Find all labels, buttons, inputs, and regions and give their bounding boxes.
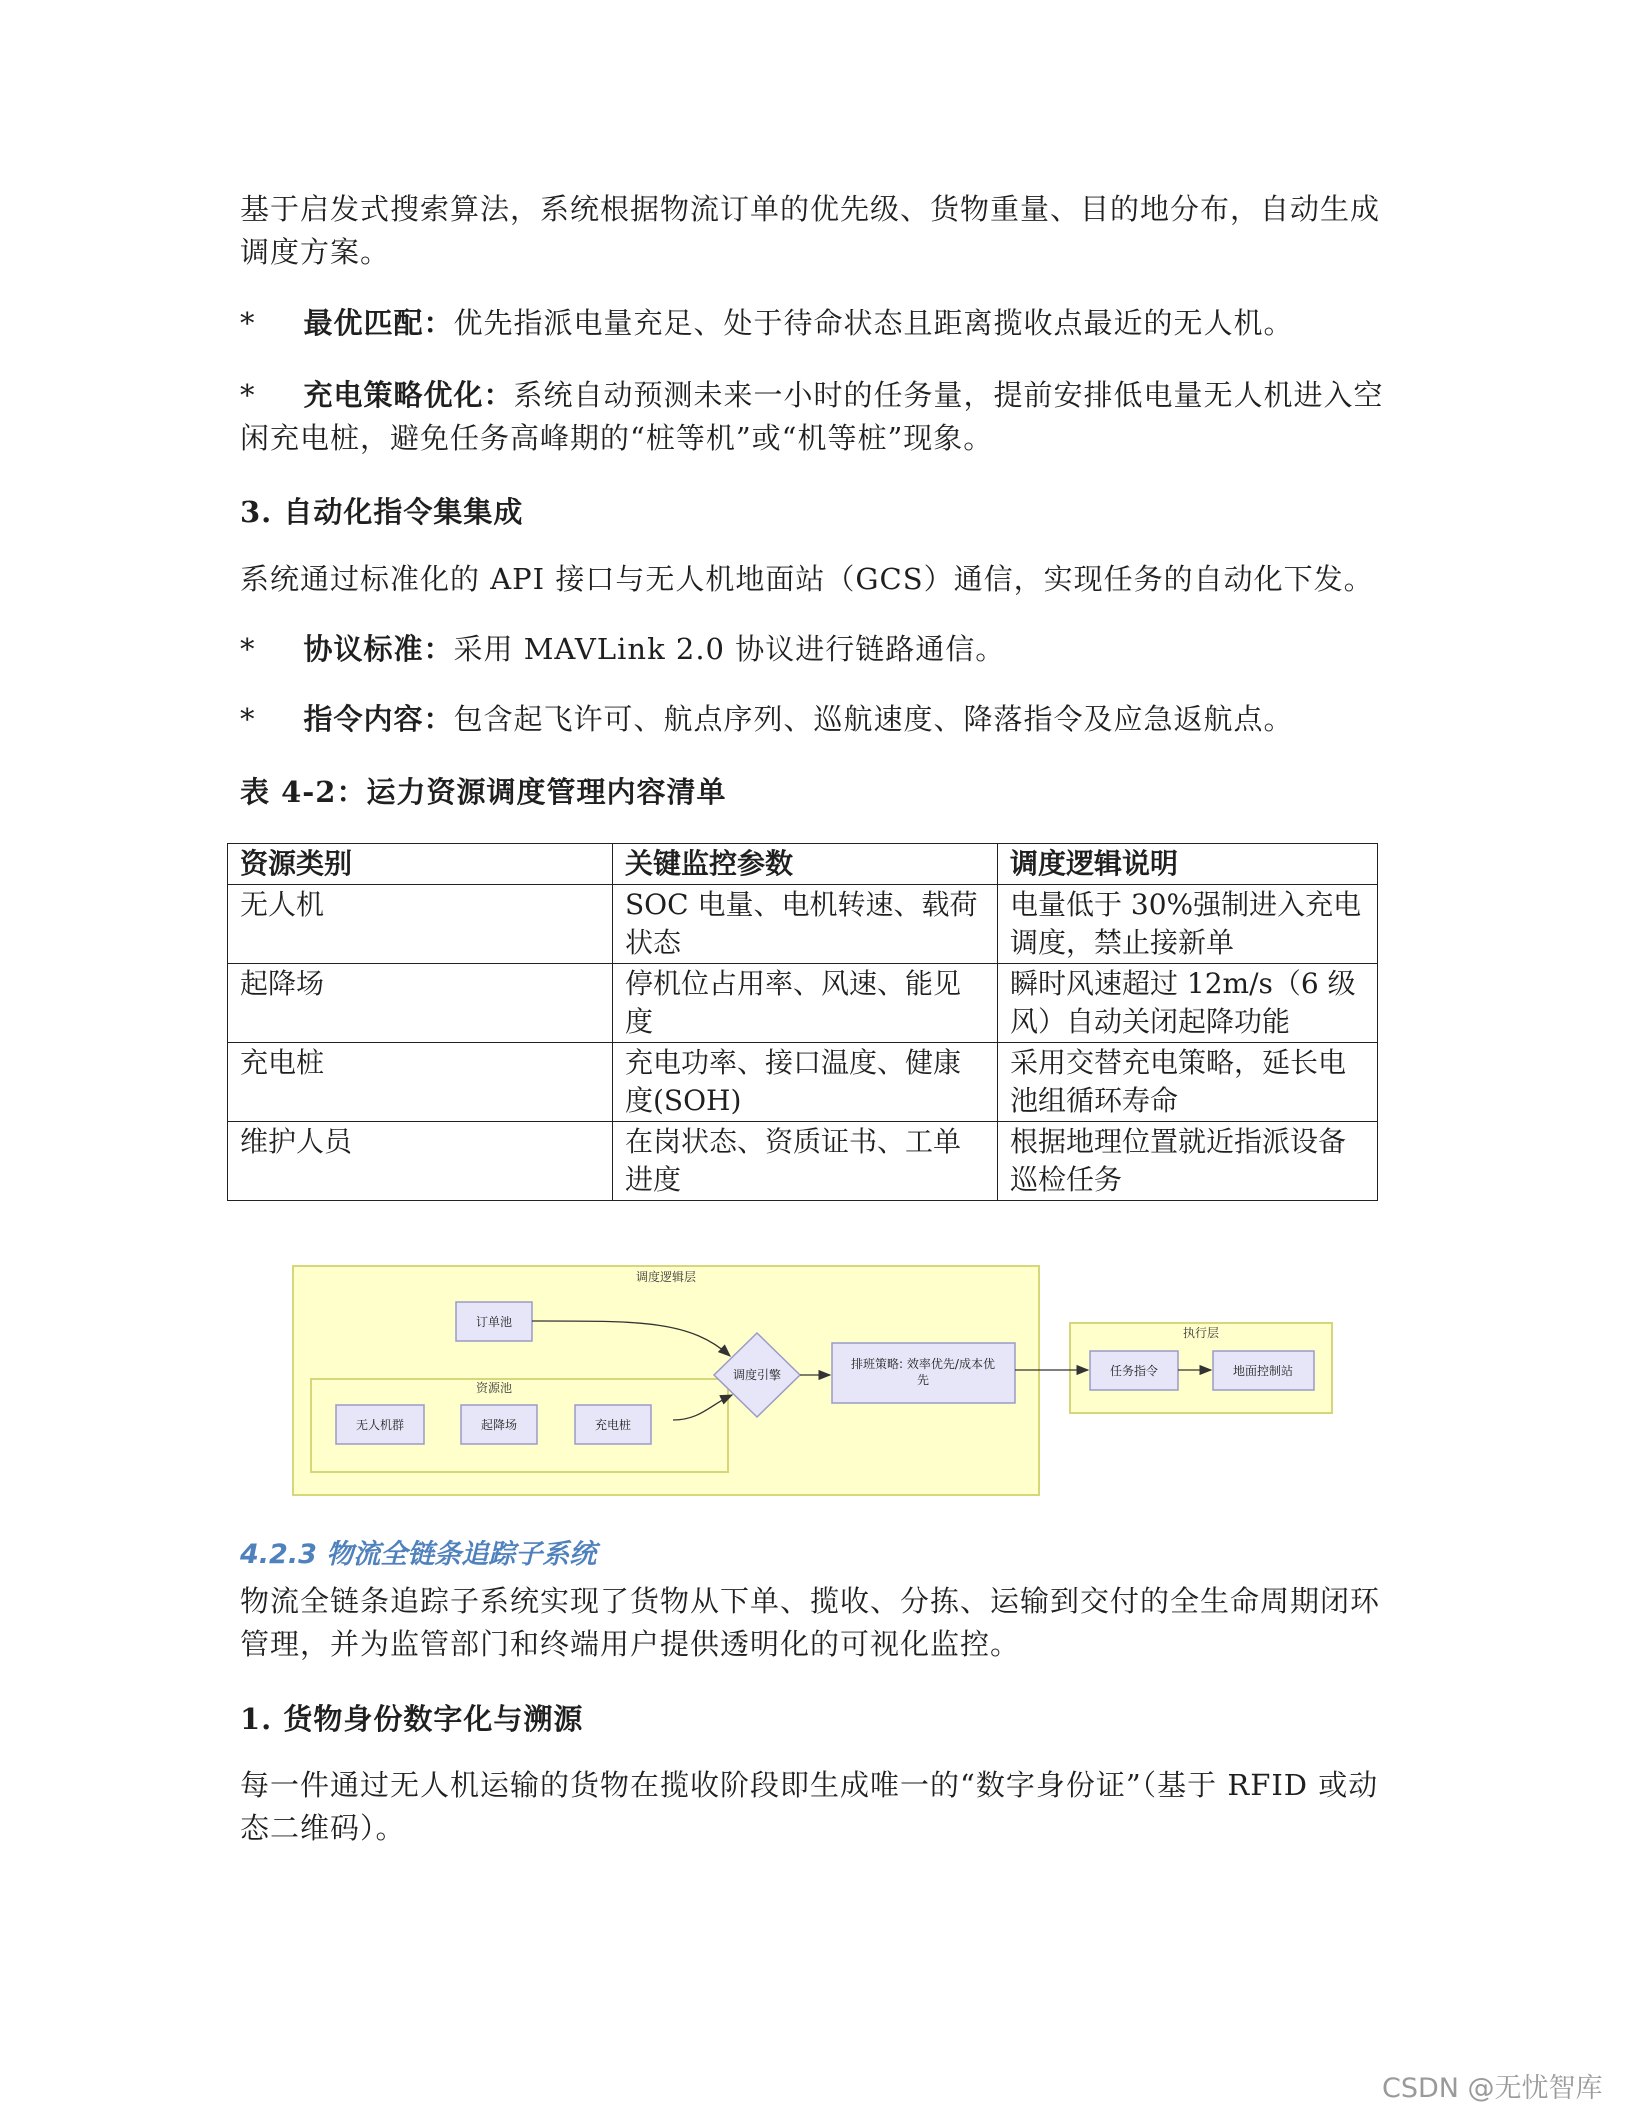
table-header-cell: 资源类别 [228,844,613,885]
section-3-heading: 3. 自动化指令集集成 [240,495,524,529]
table-cell: 起降场 [228,964,613,1043]
dispatch-engine-label: 调度引擎 [732,1368,782,1382]
intro-paragraph: 基于启发式搜索算法，系统根据物流订单的优先级、货物重量、目的地分布，自动生成调度方案。 [240,192,1381,269]
table-cell: 根据地理位置就近指派设备巡检任务 [998,1122,1378,1201]
section-423-heading: 4.2.3 物流全链条追踪子系统 [240,1539,597,1570]
section-423-paragraph: 物流全链条追踪子系统实现了货物从下单、揽收、分拣、运输到交付的全生命周期闭环管理，并为监管部门和终端用户提供透明化的可视化监控。 [240,1584,1381,1661]
csdn-watermark: CSDN @无忧智库 [1382,2073,1603,2104]
bullet-term: 指令内容： [303,702,454,736]
table-caption: 表 4-2：运力资源调度管理内容清单 [240,775,727,809]
execution-layer-title: 执行层 [1182,1326,1220,1340]
bullet-text: 包含起飞许可、航点序列、巡航速度、降落指令及应急返航点。 [453,702,1294,736]
landing-site-label: 起降场 [480,1418,518,1432]
resource-pool-title: 资源池 [475,1381,513,1395]
table-cell: 停机位占用率、风速、能见度 [613,964,998,1043]
table-cell: SOC 电量、电机转速、载荷状态 [613,885,998,964]
table-cell: 在岗状态、资质证书、工单进度 [613,1122,998,1201]
section-1-paragraph: 每一件通过无人机运输的货物在揽收阶段即生成唯一的“数字身份证”（基于 RFID 或动态二维码）。 [240,1768,1379,1845]
bullet-term: 协议标准： [303,632,454,666]
section-1-heading: 1. 货物身份数字化与溯源 [240,1702,584,1736]
bullet-marker: * [240,306,256,340]
bullet-text: 采用 MAVLink 2.0 协议进行链路通信。 [453,632,1006,666]
scheduling-strategy-label-line2: 先 [916,1373,930,1387]
table-header-cell: 关键监控参数 [613,844,998,885]
ground-control-station-label: 地面控制站 [1232,1364,1294,1378]
task-command-label: 任务指令 [1109,1364,1159,1378]
bullet-marker: * [240,632,256,666]
table-cell: 维护人员 [228,1122,613,1201]
bullet-marker: * [240,702,256,736]
section-3-paragraph: 系统通过标准化的 API 接口与无人机地面站（GCS）通信，实现任务的自动化下发。 [240,562,1374,596]
table-header-cell: 调度逻辑说明 [998,844,1378,885]
bullet-term: 最优匹配： [303,306,454,340]
table-cell: 充电桩 [228,1043,613,1122]
bullet-text: 优先指派电量充足、处于待命状态且距离揽收点最近的无人机。 [453,306,1294,340]
dispatch-layer-title: 调度逻辑层 [635,1270,697,1284]
scheduling-strategy-label-line1: 排班策略: 效率优先/成本优 [851,1357,995,1371]
charging-pile-label: 充电桩 [594,1418,632,1432]
bullet-marker: * [240,378,256,412]
order-pool-label: 订单池 [475,1315,513,1329]
table-cell: 采用交替充电策略，延长电池组循环寿命 [998,1043,1378,1122]
table-cell: 无人机 [228,885,613,964]
bullet-text: 系统自动预测未来一小时的任务量，提前安排低电量无人机进入空闲充电桩，避免任务高峰期的“桩等机”或“机等桩”现象。 [240,378,1384,455]
bullet-term: 充电策略优化： [303,378,514,412]
table-cell: 瞬时风速超过 12m/s（6 级风）自动关闭起降功能 [998,964,1378,1043]
table-cell: 电量低于 30%强制进入充电调度，禁止接新单 [998,885,1378,964]
drone-fleet-label: 无人机群 [355,1418,405,1432]
table-cell: 充电功率、接口温度、健康度(SOH) [613,1043,998,1122]
